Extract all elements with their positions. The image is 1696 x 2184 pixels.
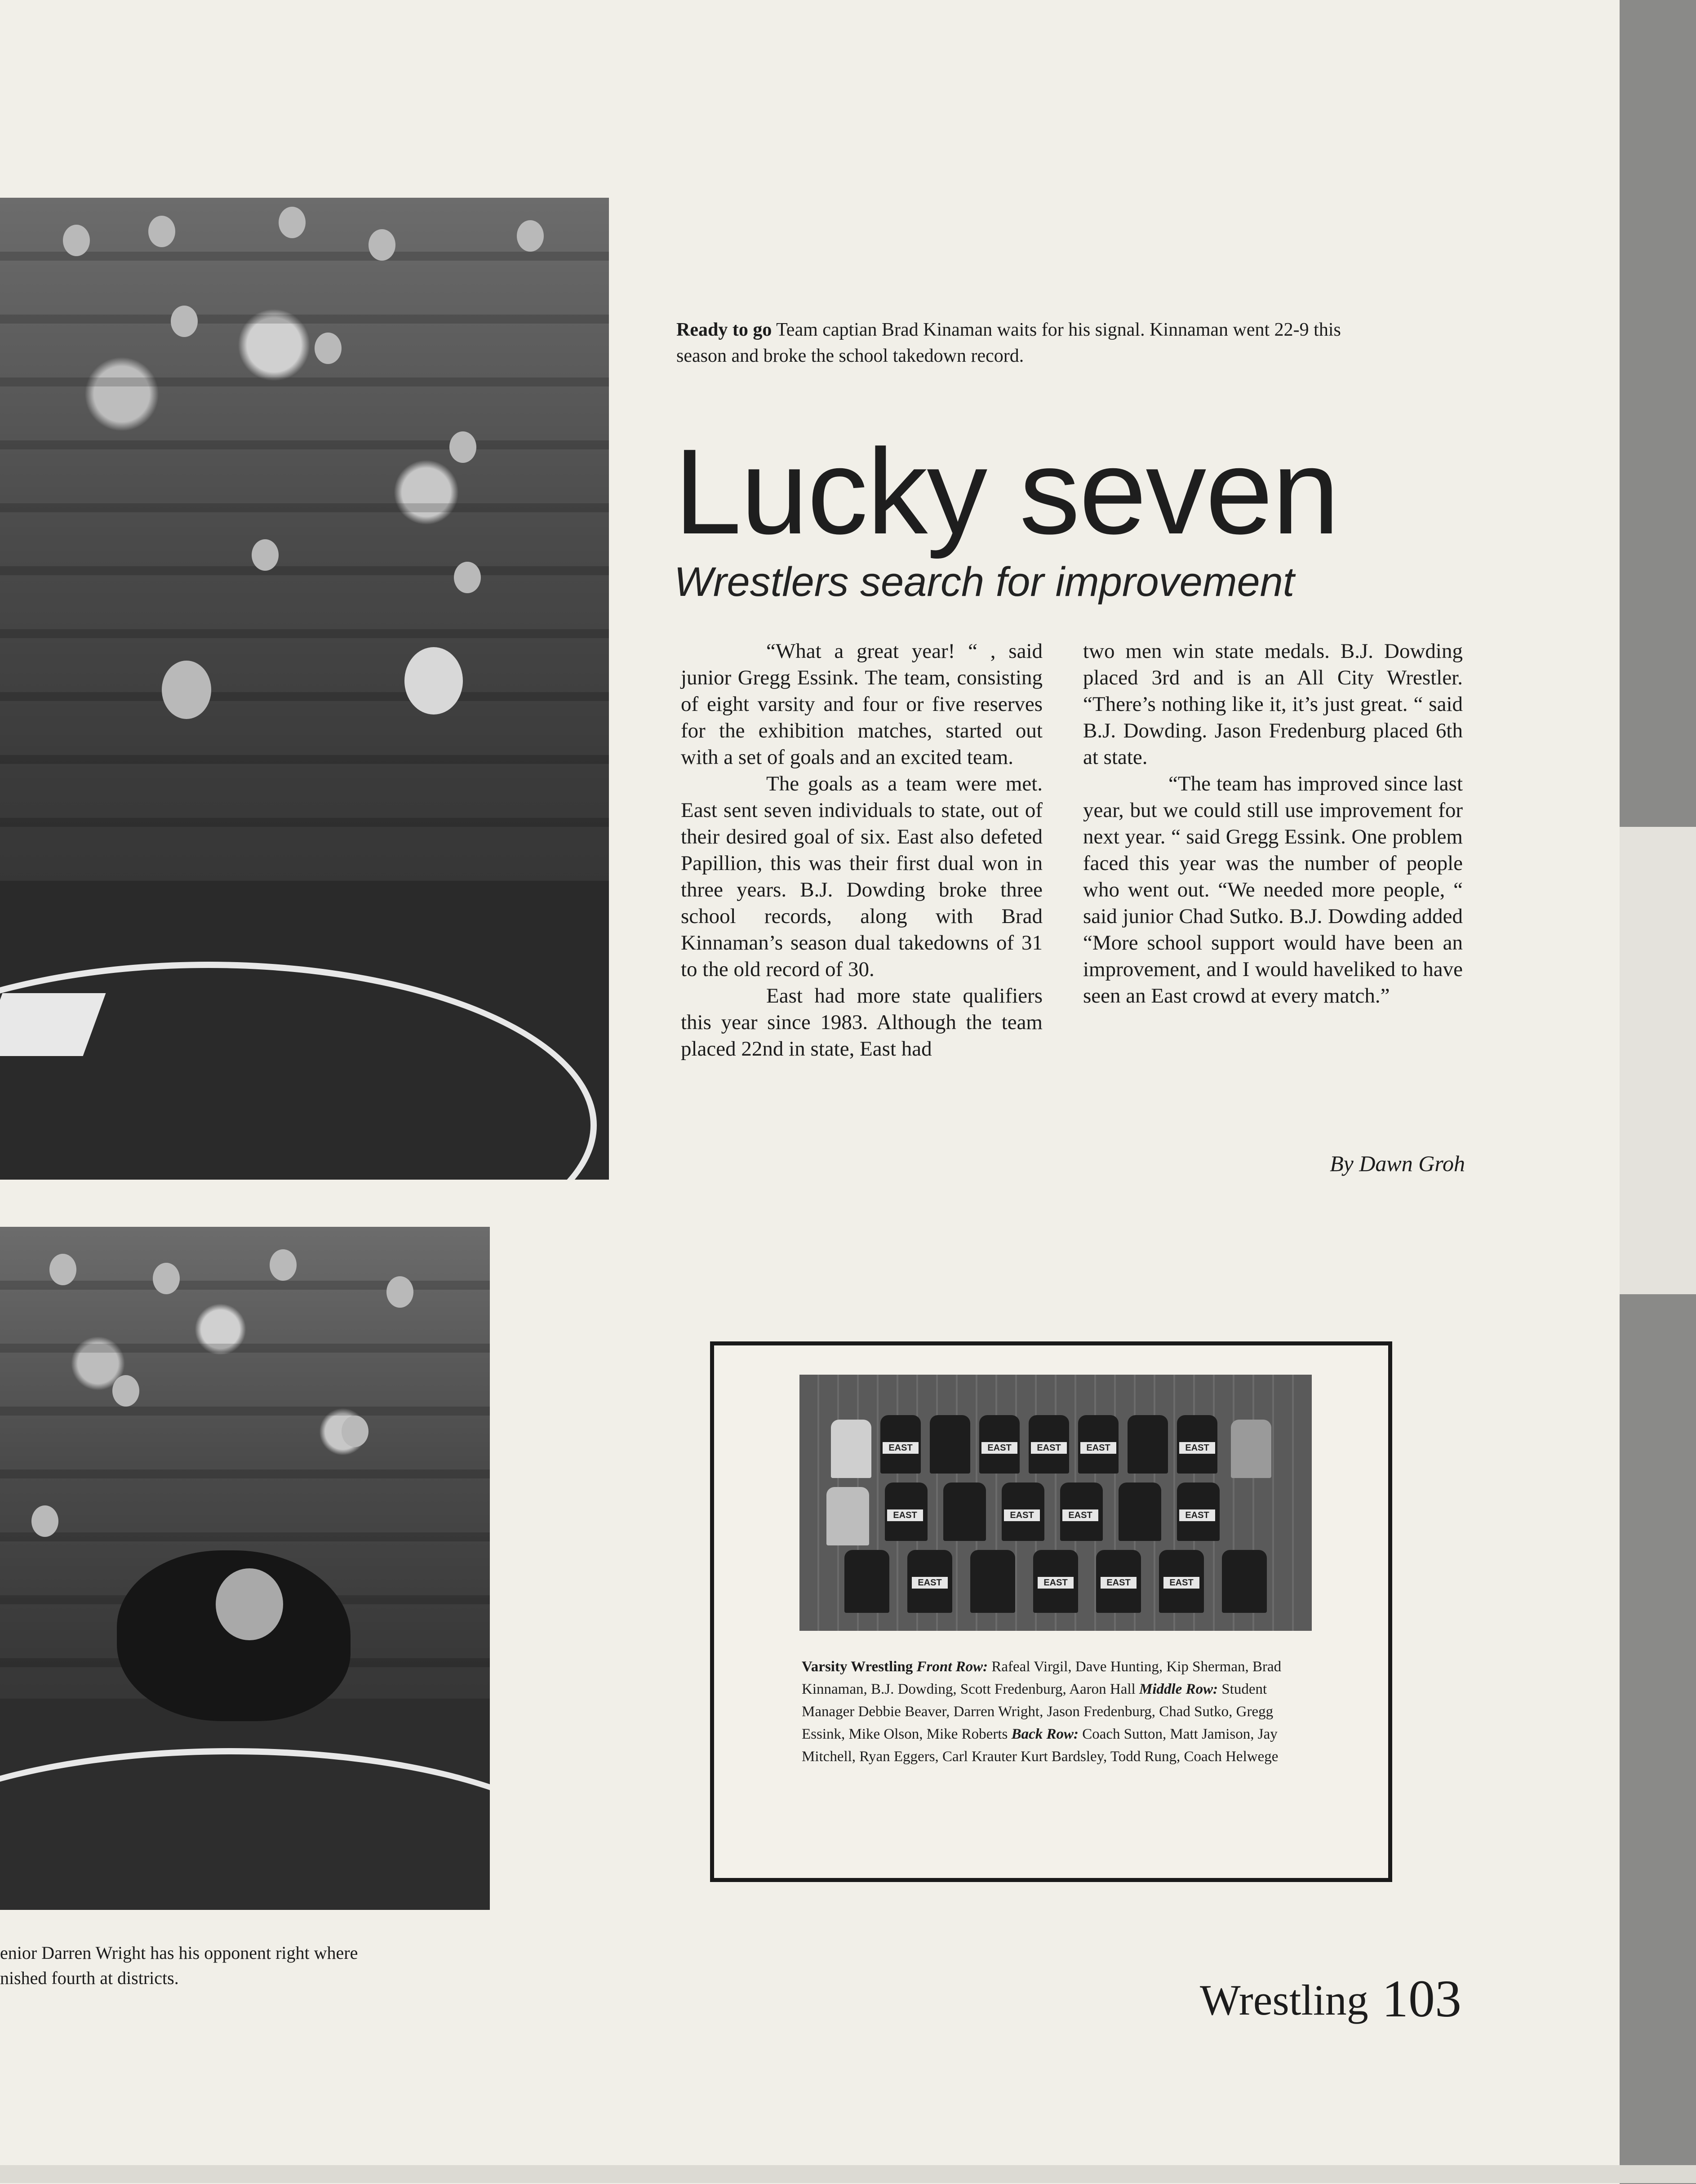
jersey-label: EAST bbox=[883, 1442, 919, 1454]
jersey-label: EAST bbox=[1163, 1577, 1199, 1589]
headline: Lucky seven bbox=[674, 424, 1339, 559]
photo2-caption-line: enior Darren Wright has his opponent right where bbox=[0, 1943, 358, 1963]
front-row-label: Front Row: bbox=[916, 1659, 988, 1675]
front-row-names: Rafeal Virgil, Dave Hunting, Kip Sherman, Brad Kinnaman, B.J. Dowding, Scott Fredenburg, Aaron Hall bbox=[802, 1659, 1282, 1697]
team-photo-box bbox=[710, 1341, 1392, 1882]
jersey-label: EAST bbox=[1004, 1509, 1040, 1521]
jersey-label: EAST bbox=[887, 1509, 923, 1521]
article-paragraph: The goals as a team were met. East sent seven individuals to state, out of their desired goal of six. East also defeted Papillion, this was their first dual won in three years. B.J. Dowding broke three school records, along with Brad Kinnaman’s season dual takedowns of 31 to the old record of 30. bbox=[681, 772, 1043, 981]
article-column-2 bbox=[1083, 638, 1463, 1009]
jersey-label: EAST bbox=[1031, 1442, 1067, 1454]
photo2-caption bbox=[0, 1940, 494, 1991]
jersey-label: EAST bbox=[1101, 1577, 1137, 1589]
article-paragraph: “What a great year! “ , said junior Gregg Essink. The team, consisting of eight varsity and four or five reserves for the exhibition matches, started out with a set of goals and an excited team. bbox=[681, 639, 1043, 769]
jersey-label: EAST bbox=[912, 1577, 948, 1589]
article-paragraph: two men win state medals. B.J. Dowding placed 3rd and is an All City Wrestler. “There’s nothing like it, it’s just great. “ said B.J. Dowding. Jason Fredenburg placed 6th at state. bbox=[1083, 639, 1463, 769]
photo1-caption bbox=[676, 317, 1359, 369]
middle-row-label: Middle Row: bbox=[1139, 1681, 1218, 1697]
middle-row-names: Student Manager Debbie Beaver, Darren Wright, Jason Fredenburg, Chad Sutko, Gregg Essink, Mike Olson, Mike Roberts bbox=[802, 1681, 1274, 1742]
page-tab-top bbox=[1620, 0, 1696, 827]
article-column-1 bbox=[681, 638, 1043, 1062]
photo2-caption-line: nished fourth at districts. bbox=[0, 1968, 179, 1988]
photo1-caption-title: Ready to go bbox=[676, 320, 772, 340]
page-number: 103 bbox=[1382, 1969, 1461, 2028]
back-row-label: Back Row: bbox=[1011, 1726, 1079, 1742]
page-tab-bottom bbox=[1620, 1294, 1696, 2184]
match-photo bbox=[0, 1227, 490, 1910]
jersey-label: EAST bbox=[1179, 1442, 1215, 1454]
team-photo-caption bbox=[802, 1656, 1319, 1768]
jersey-label: EAST bbox=[1080, 1442, 1116, 1454]
team-caption-title: Varsity Wrestling bbox=[802, 1659, 913, 1675]
article-paragraph: East had more state qualifiers this year since 1983. Although the team placed 22nd in state, East had bbox=[681, 984, 1043, 1061]
jersey-label: EAST bbox=[981, 1442, 1017, 1454]
jersey-label: EAST bbox=[1062, 1509, 1098, 1521]
page-bottom-edge bbox=[0, 2165, 1696, 2183]
crowd-photo bbox=[0, 198, 609, 1180]
jersey-label: EAST bbox=[1038, 1577, 1074, 1589]
byline: By Dawn Groh bbox=[1330, 1151, 1465, 1176]
photo1-caption-text: Team captian Brad Kinaman waits for his signal. Kinnaman went 22-9 this season and broke the school takedown record. bbox=[676, 320, 1341, 366]
article-paragraph: “The team has improved since last year, but we could still use improvement for next year. “ said Gregg Essink. One problem faced this year was the number of people who went out. “We needed more people, “ said junior Chad Sutko. B.J. Dowding added “More school support would have been an improvement, and I would haveliked to have seen an East crowd at every match.” bbox=[1083, 772, 1463, 1008]
folio-section: Wrestling bbox=[1200, 1976, 1368, 2024]
team-photo bbox=[799, 1375, 1312, 1631]
subhead: Wrestlers search for improvement bbox=[674, 559, 1295, 605]
back-row-names: Coach Sutton, Matt Jamison, Jay Mitchell, Ryan Eggers, Carl Krauter Kurt Bardsley, Todd Rung, Coach Helwege bbox=[802, 1726, 1279, 1765]
jersey-label: EAST bbox=[1179, 1509, 1215, 1521]
